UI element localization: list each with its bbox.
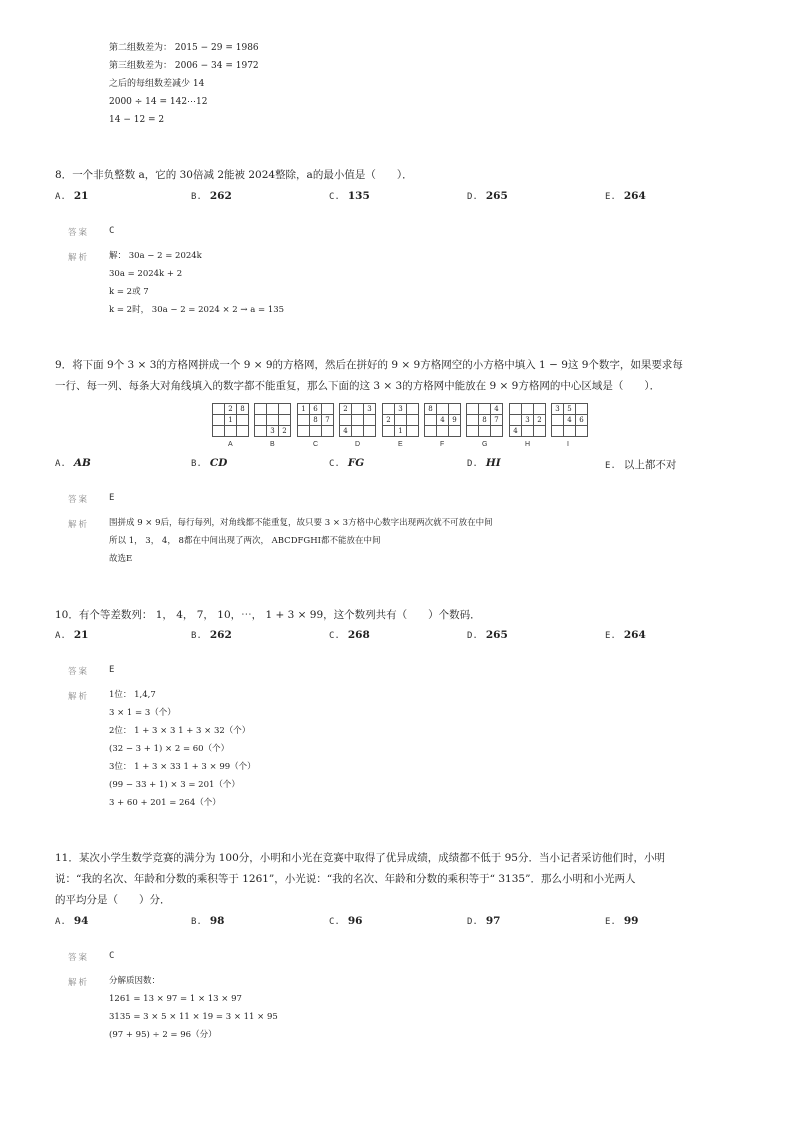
option-value: 98 (209, 915, 225, 927)
option-value: 97 (485, 915, 501, 927)
question-number: 10． (55, 609, 79, 621)
grid-cell (437, 404, 449, 415)
grid-cell (267, 415, 279, 426)
answer-tag: 答案 (68, 228, 90, 238)
grid-cell (564, 426, 576, 437)
grid-cell: 2 (383, 415, 395, 426)
grid-cell (479, 426, 491, 437)
option-value: 以上都不对 (623, 459, 677, 471)
option-value: 268 (347, 629, 370, 641)
option-value: 135 (347, 190, 370, 202)
analysis-line: k = 2时， 30a − 2 = 2024 × 2 → a = 135 (109, 305, 285, 315)
grid-cell (534, 404, 546, 415)
grid-label: I (567, 441, 569, 448)
grid-cell: 4 (510, 426, 522, 437)
q9-option-e[interactable] (605, 457, 676, 472)
top-solution-line-5: 14 − 12 = 2 (109, 115, 165, 125)
grid-table (297, 403, 334, 437)
q11-option-e[interactable] (605, 915, 638, 927)
option-value: 262 (209, 190, 232, 202)
grid-label: E (398, 441, 403, 448)
grid-label: C (313, 441, 319, 448)
grid-label: B (270, 441, 275, 448)
grid-cell: 3 (552, 404, 564, 415)
grid-cell: 8 (310, 415, 322, 426)
q8-option-a[interactable] (55, 190, 88, 202)
analysis-line: 3135 = 3 × 5 × 11 × 19 = 3 × 11 × 95 (109, 1012, 278, 1022)
grid-cell: 6 (310, 404, 322, 415)
grid-label: A (228, 441, 233, 448)
question-text: 某次小学生数学竞赛的满分为 100分，小明和小光在竞赛中取得了优异成绩，成绩都不低于 95分．当小记者采访他们时，小明 (78, 852, 665, 864)
grid-cell: 9 (449, 415, 461, 426)
question-11-line-1 (55, 851, 665, 865)
q10-option-b[interactable] (191, 629, 232, 641)
question-text: 一个非负整数 a，它的 30倍减 2能被 2024整除，a的最小值是（ ）． (72, 169, 413, 181)
grid-cell (522, 404, 534, 415)
grid-cell: 3 (267, 426, 279, 437)
grid-cell (437, 426, 449, 437)
grid-table (382, 403, 419, 437)
analysis-line: 分解质因数： (109, 976, 161, 986)
grid-cell: 7 (322, 415, 334, 426)
option-value: HI (485, 457, 501, 469)
grid-cell: 3 (364, 404, 376, 415)
grid-cell (449, 404, 461, 415)
analysis-tag: 解析 (68, 978, 90, 988)
grid-cell (279, 415, 291, 426)
q9-option-d[interactable] (467, 457, 501, 469)
question-number: 11． (55, 852, 79, 864)
analysis-line: 30a = 2024k + 2 (109, 269, 183, 279)
grid-cell: 5 (564, 404, 576, 415)
question-11-line-3: 的平均分是（ ）分． (55, 894, 171, 906)
question-number: 8． (55, 169, 73, 181)
grid-cell: 2 (340, 404, 352, 415)
option-letter: D. (467, 631, 478, 641)
analysis-line: (32 − 3 + 1) × 2 = 60（个） (109, 744, 230, 754)
grid-cell (364, 426, 376, 437)
grid-b (254, 403, 291, 437)
grid-cell (467, 415, 479, 426)
grid-cell (425, 426, 437, 437)
grid-cell: 1 (298, 404, 310, 415)
option-letter: A. (55, 459, 66, 469)
grid-cell (213, 426, 225, 437)
grid-cell: 2 (279, 426, 291, 437)
question-11-line-2: 说：“我的名次、年龄和分数的乘积等于 1261”，小光说：“我的名次、年龄和分数的乘积等于“ 3135”．那么小明和小光两人 (55, 873, 636, 885)
question-text: 将下面 9个 3 × 3的方格网拼成一个 9 × 9的方格网，然后在拼好的 9 × 9方格网空的小方格中填入 1 − 9这 9个数字，如果要求每 (72, 359, 683, 371)
q9-option-b[interactable] (191, 457, 227, 469)
grid-cell (340, 415, 352, 426)
grid-h (509, 403, 546, 437)
q11-option-b[interactable] (191, 915, 224, 927)
grid-cell (255, 415, 267, 426)
q11-option-c[interactable] (329, 915, 362, 927)
grid-table (466, 403, 503, 437)
grid-cell: 8 (425, 404, 437, 415)
analysis-line: 解： 30a − 2 = 2024k (109, 251, 202, 261)
grid-cell (352, 415, 364, 426)
analysis-line: 围拼成 9 × 9后，每行每列，对角线都不能重复，故只要 3 × 3方格中心数字出现两次就不可放在中间 (109, 518, 493, 528)
q11-analysis (109, 972, 278, 1044)
option-letter: E. (605, 461, 616, 471)
grid-cell: 7 (491, 415, 503, 426)
grid-table (551, 403, 588, 437)
option-value: 21 (73, 629, 89, 641)
analysis-line: 1位： 1,4,7 (109, 690, 156, 700)
top-solution-line-1: 第二组数差为： 2015 − 29 = 1986 (109, 43, 259, 53)
grid-c (297, 403, 334, 437)
answer-tag: 答案 (68, 953, 90, 963)
answer-value: C (109, 951, 115, 961)
grid-cell (322, 426, 334, 437)
q8-option-d[interactable] (467, 190, 508, 202)
option-value: 94 (73, 915, 89, 927)
grid-label: H (525, 441, 531, 448)
grid-table (254, 403, 291, 437)
grid-cell (267, 404, 279, 415)
grid-cell (425, 415, 437, 426)
grid-cell (510, 404, 522, 415)
option-letter: C. (329, 459, 340, 469)
grid-cell: 8 (479, 415, 491, 426)
grid-cell (395, 415, 407, 426)
option-value: FG (347, 457, 365, 469)
grid-cell: 4 (340, 426, 352, 437)
grid-cell (298, 426, 310, 437)
option-letter: A. (55, 917, 66, 927)
grid-e (382, 403, 419, 437)
option-letter: D. (467, 917, 478, 927)
grid-cell (510, 415, 522, 426)
option-value: 264 (623, 190, 646, 202)
option-value: 262 (209, 629, 232, 641)
question-9-line-2: 一行、每一列、每条大对角线填入的数字都不能重复，那么下面的这 3 × 3的方格网中能放在 9 × 9方格网的中心区域是（ ）． (55, 380, 661, 392)
top-solution-line-4: 2000 ÷ 14 = 142⋯12 (109, 97, 208, 107)
option-letter: E. (605, 631, 616, 641)
question-10 (55, 608, 481, 622)
answer-tag: 答案 (68, 495, 90, 505)
q8-option-e[interactable] (605, 190, 646, 202)
grid-cell (364, 415, 376, 426)
grid-cell (237, 426, 249, 437)
question-8 (55, 168, 413, 182)
answer-value: E (109, 665, 115, 675)
grid-cell (298, 415, 310, 426)
answer-value: E (109, 493, 115, 503)
analysis-line: (97 + 95) ÷ 2 = 96（分） (109, 1030, 217, 1040)
question-text: 有个等差数列： 1， 4， 7， 10，⋯， 1 + 3 × 99，这个数列共有（ ）个数码． (78, 609, 481, 621)
option-letter: A. (55, 192, 66, 202)
q10-option-e[interactable] (605, 629, 646, 641)
grid-cell (213, 404, 225, 415)
q9-option-c[interactable] (329, 457, 364, 469)
q10-option-c[interactable] (329, 629, 370, 641)
option-letter: D. (467, 459, 478, 469)
option-value: 96 (347, 915, 363, 927)
grid-cell (352, 426, 364, 437)
grid-d (339, 403, 376, 437)
grid-cell (407, 404, 419, 415)
grid-cell (352, 404, 364, 415)
grid-cell (255, 426, 267, 437)
analysis-line: 1261 = 13 × 97 = 1 × 13 × 97 (109, 994, 242, 1004)
grid-cell (467, 404, 479, 415)
grid-cell: 2 (534, 415, 546, 426)
grid-cell (225, 426, 237, 437)
option-value: AB (73, 457, 91, 469)
grid-cell (383, 404, 395, 415)
grid-cell (479, 404, 491, 415)
grid-f (424, 403, 461, 437)
answer-tag: 答案 (68, 667, 90, 677)
grid-cell (467, 426, 479, 437)
grid-cell: 8 (237, 404, 249, 415)
grid-cell (407, 415, 419, 426)
analysis-tag: 解析 (68, 520, 90, 530)
grid-cell (576, 426, 588, 437)
q10-option-a[interactable] (55, 629, 88, 641)
option-value: 265 (485, 190, 508, 202)
grid-cell: 4 (437, 415, 449, 426)
analysis-tag: 解析 (68, 692, 90, 702)
analysis-line: k = 2或 7 (109, 287, 149, 297)
option-letter: B. (191, 917, 202, 927)
grid-table (424, 403, 461, 437)
grid-cell (322, 404, 334, 415)
q9-analysis (109, 514, 493, 568)
grid-label: F (440, 441, 445, 448)
grid-g (466, 403, 503, 437)
grid-cell (449, 426, 461, 437)
question-number: 9． (55, 359, 73, 371)
grid-cell (522, 426, 534, 437)
grid-cell: 3 (395, 404, 407, 415)
option-value: 264 (623, 629, 646, 641)
option-value: 265 (485, 629, 508, 641)
q8-option-c[interactable] (329, 190, 370, 202)
grid-cell (279, 404, 291, 415)
grid-cell (255, 404, 267, 415)
analysis-line: 2位： 1 + 3 × 3 1 + 3 × 32（个） (109, 726, 251, 736)
grid-cell: 3 (522, 415, 534, 426)
grid-cell (407, 426, 419, 437)
grid-table (339, 403, 376, 437)
option-letter: C. (329, 192, 340, 202)
option-letter: B. (191, 459, 202, 469)
option-letter: E. (605, 917, 616, 927)
grid-cell: 6 (576, 415, 588, 426)
option-value: 21 (73, 190, 89, 202)
q9-option-a[interactable] (55, 457, 91, 469)
grid-cell (534, 426, 546, 437)
q10-option-d[interactable] (467, 629, 508, 641)
grid-a (212, 403, 249, 437)
grid-table (509, 403, 546, 437)
answer-value: C (109, 226, 115, 236)
grid-cell (552, 415, 564, 426)
q8-analysis (109, 247, 284, 319)
option-value: 99 (623, 915, 639, 927)
q8-option-b[interactable] (191, 190, 232, 202)
grid-cell: 4 (491, 404, 503, 415)
option-letter: D. (467, 192, 478, 202)
analysis-line: 3位： 1 + 3 × 33 1 + 3 × 99（个） (109, 762, 256, 772)
grid-label: D (355, 441, 361, 448)
grid-i (551, 403, 588, 437)
analysis-line: 3 × 1 = 3（个） (109, 708, 176, 718)
grid-table (212, 403, 249, 437)
option-letter: C. (329, 917, 340, 927)
grid-label: G (482, 441, 488, 448)
grid-cell: 4 (564, 415, 576, 426)
grid-cell (552, 426, 564, 437)
option-letter: C. (329, 631, 340, 641)
analysis-line: 所以 1， 3， 4， 8都在中间出现了两次， ABCDFGHI都不能放在中间 (109, 536, 381, 546)
grid-cell (213, 415, 225, 426)
q10-analysis (109, 686, 256, 812)
grid-cell (237, 415, 249, 426)
option-letter: B. (191, 192, 202, 202)
question-9-line-1 (55, 358, 683, 372)
analysis-line: (99 − 33 + 1) × 3 = 201（个） (109, 780, 240, 790)
grid-cell (491, 426, 503, 437)
grid-cell (383, 426, 395, 437)
option-letter: E. (605, 192, 616, 202)
grid-cell: 1 (395, 426, 407, 437)
grid-cell (576, 404, 588, 415)
grid-cell: 2 (225, 404, 237, 415)
q11-option-d[interactable] (467, 915, 500, 927)
grid-cell: 1 (225, 415, 237, 426)
analysis-tag: 解析 (68, 253, 90, 263)
top-solution-line-2: 第三组数差为： 2006 − 34 = 1972 (109, 61, 259, 71)
analysis-line: 3 + 60 + 201 = 264（个） (109, 798, 221, 808)
top-solution-line-3: 之后的每组数差减少 14 (109, 79, 205, 89)
option-letter: A. (55, 631, 66, 641)
analysis-line: 故选E (109, 554, 133, 564)
q11-option-a[interactable] (55, 915, 88, 927)
grid-cell (310, 426, 322, 437)
option-value: CD (209, 457, 228, 469)
option-letter: B. (191, 631, 202, 641)
